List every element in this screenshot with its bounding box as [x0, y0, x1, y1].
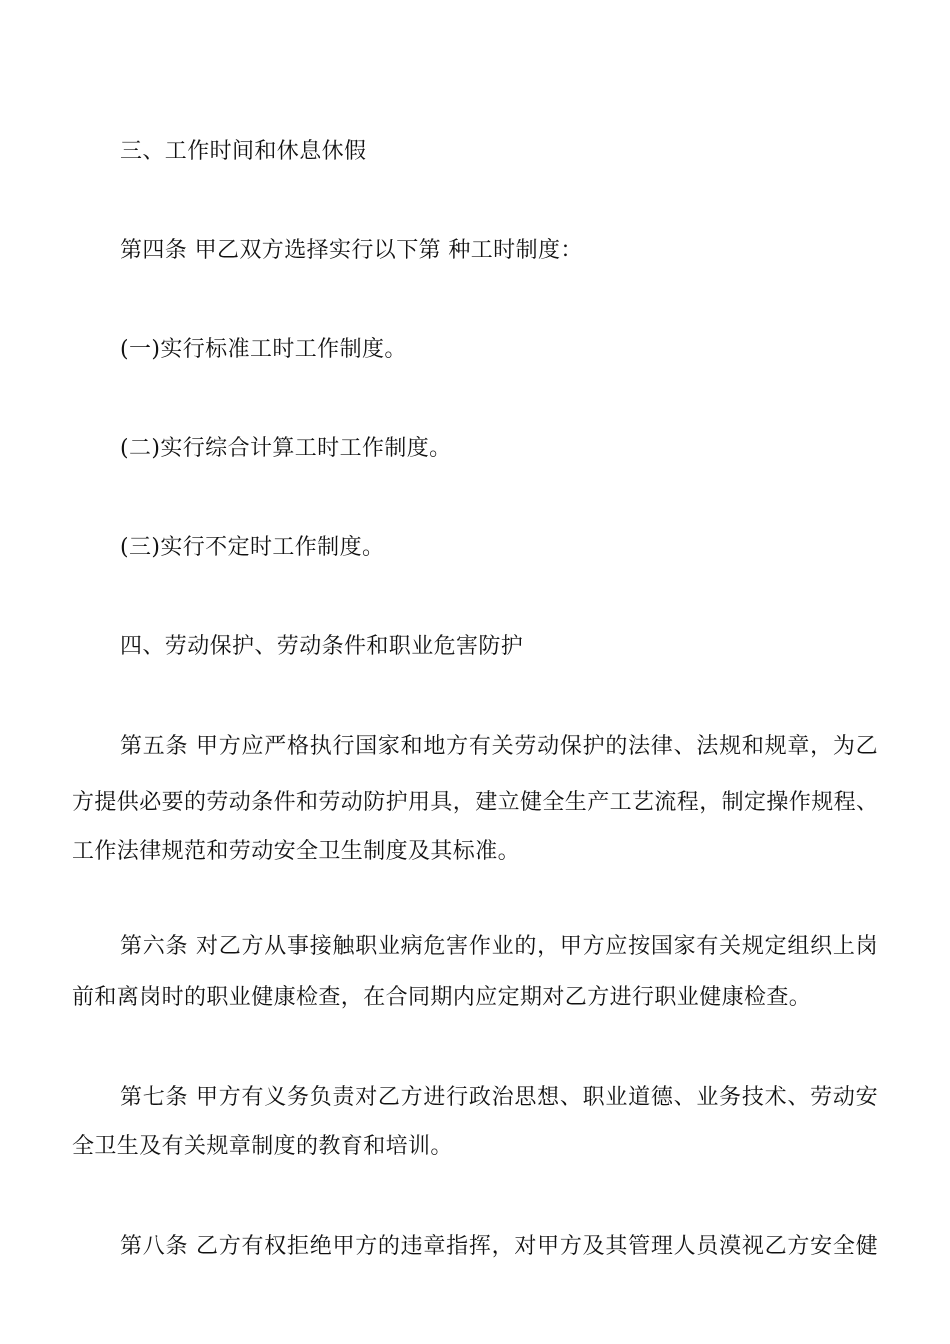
- article-8-line-1: 第八条 乙方有权拒绝甲方的违章指挥，对甲方及其管理人员漠视乙方安全健: [120, 1234, 878, 1259]
- section-4-heading: 四、劳动保护、劳动条件和职业危害防护: [120, 634, 524, 659]
- article-5-line-2: 方提供必要的劳动条件和劳动防护用具，建立健全生产工艺流程，制定操作规程、: [72, 790, 878, 815]
- option-3: (三)实行不定时工作制度。: [120, 535, 385, 560]
- section-3-heading: 三、工作时间和休息休假: [120, 139, 367, 164]
- article-5-line-1: 第五条 甲方应严格执行国家和地方有关劳动保护的法律、法规和规章，为乙: [120, 734, 878, 759]
- option-1: (一)实行标准工时工作制度。: [120, 337, 407, 362]
- article-6-line-2: 前和离岗时的职业健康检查，在合同期内应定期对乙方进行职业健康检查。: [72, 985, 812, 1010]
- article-6-line-1: 第六条 对乙方从事接触职业病危害作业的，甲方应按国家有关规定组织上岗: [120, 934, 878, 959]
- article-4-intro: 第四条 甲乙双方选择实行以下第 种工时制度：: [120, 238, 583, 263]
- article-7-line-2: 全卫生及有关规章制度的教育和培训。: [72, 1134, 453, 1159]
- article-7-line-1: 第七条 甲方有义务负责对乙方进行政治思想、职业道德、业务技术、劳动安: [120, 1085, 878, 1110]
- option-2: (二)实行综合计算工时工作制度。: [120, 436, 452, 461]
- article-5-line-3: 工作法律规范和劳动安全卫生制度及其标准。: [72, 839, 521, 864]
